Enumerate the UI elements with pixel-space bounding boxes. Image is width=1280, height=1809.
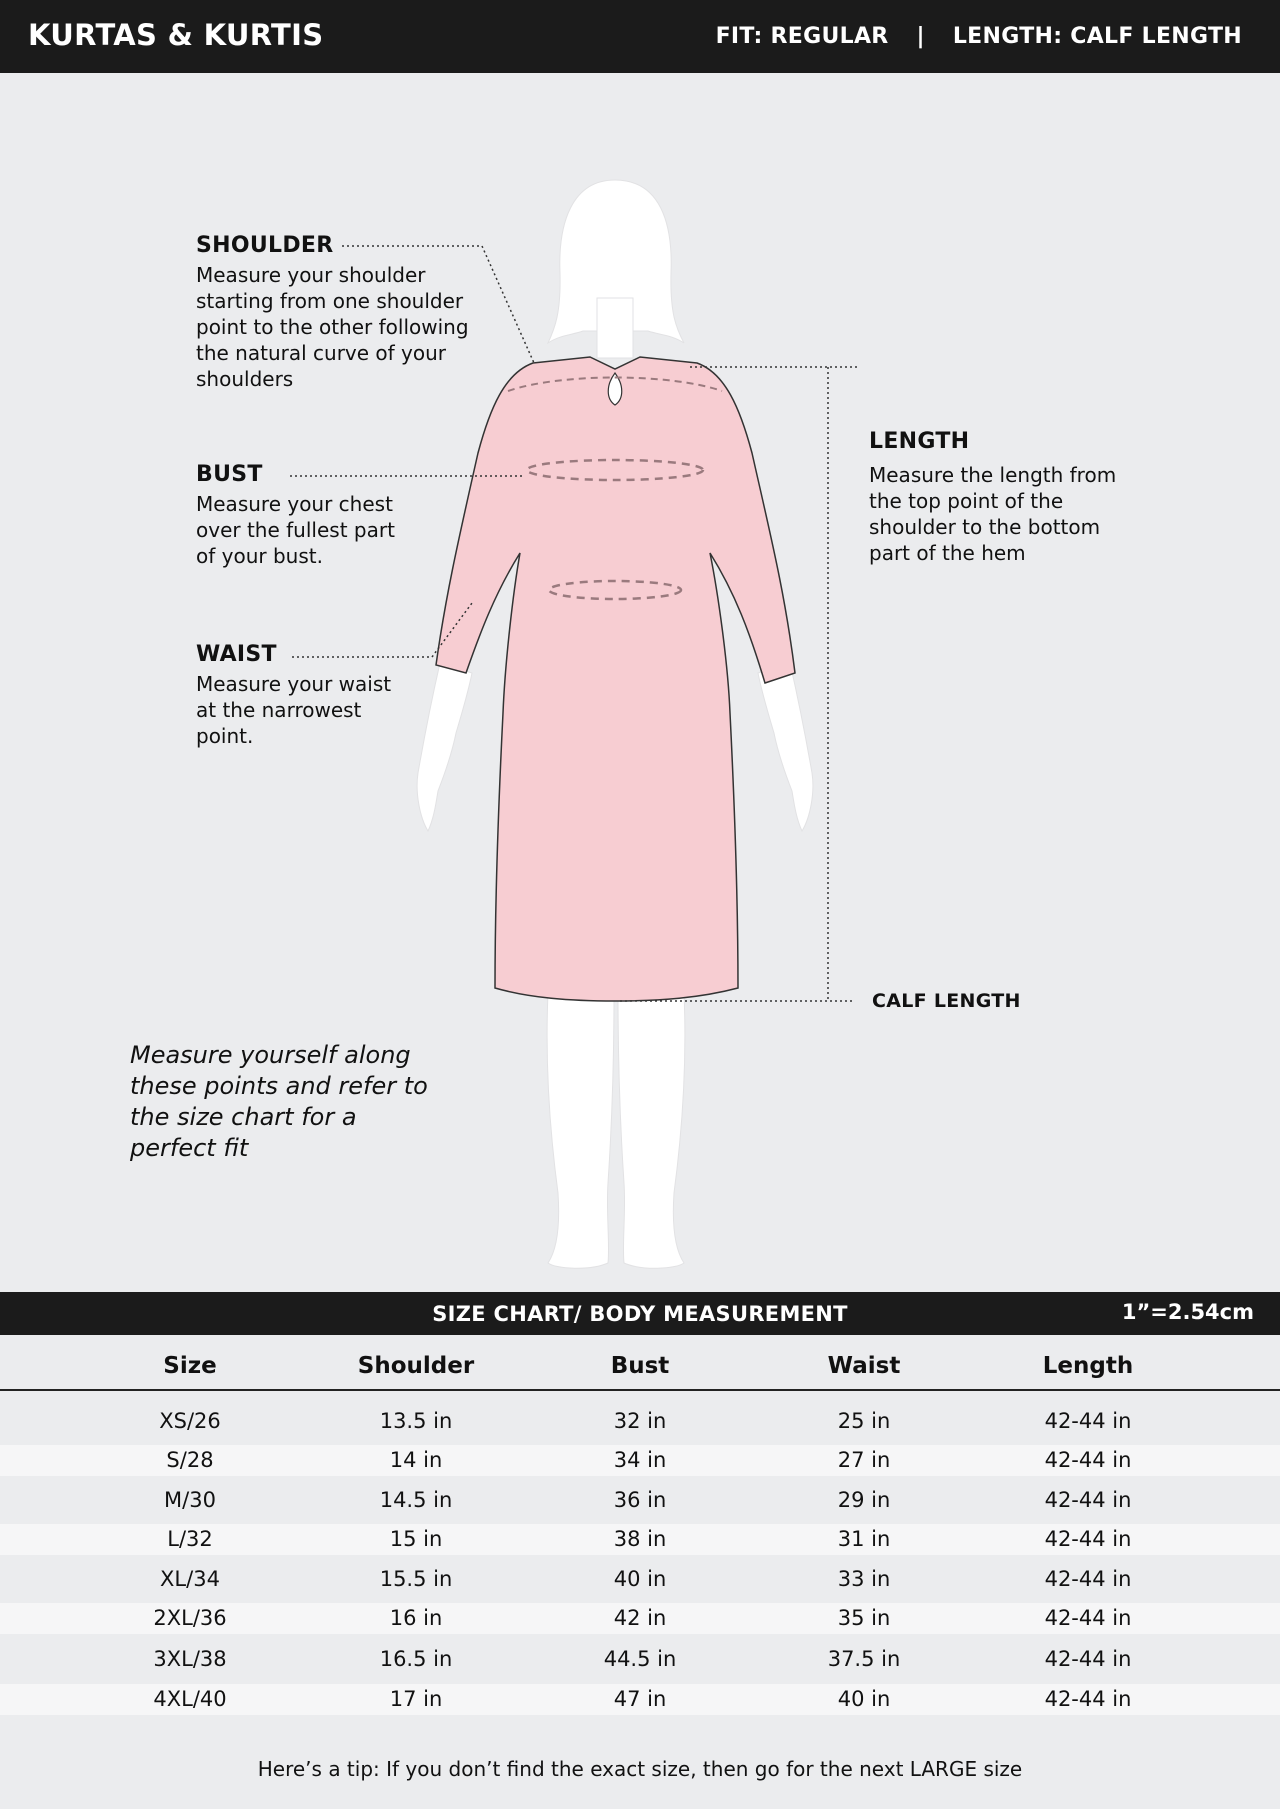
table-header-divider	[0, 1389, 1280, 1391]
calf-length-label: CALF LENGTH	[872, 990, 1021, 1012]
shoulder-cell: 14 in	[389, 1448, 443, 1472]
column-header-waist: Waist	[827, 1353, 901, 1379]
size-chart-title: SIZE CHART/ BODY MEASUREMENT	[432, 1302, 848, 1326]
left-leg	[547, 993, 614, 1268]
shoulder-cell: 14.5 in	[379, 1488, 453, 1512]
left-arm	[417, 663, 472, 831]
measure-note: Measure yourself along these points and refer to the size chart for a perfect fit	[130, 1041, 428, 1162]
shoulder-callout	[196, 233, 486, 392]
size-cell: M/30	[164, 1488, 216, 1512]
bust-callout	[196, 462, 416, 569]
size-chart-header	[0, 1292, 1280, 1335]
kurta-dress	[436, 357, 795, 1001]
table-row	[0, 1406, 1280, 1437]
size-cell: XL/34	[160, 1567, 220, 1591]
bust-cell: 34 in	[613, 1448, 667, 1472]
header-bar	[0, 0, 1280, 73]
right-leg	[618, 993, 685, 1268]
header-separator: |	[916, 24, 925, 49]
length-cell: 42-44 in	[1044, 1488, 1132, 1512]
shoulder-title: SHOULDER	[196, 233, 334, 258]
length-cell: 42-44 in	[1044, 1527, 1132, 1551]
waist-cell: 33 in	[837, 1567, 891, 1591]
waist-title: WAIST	[196, 642, 277, 667]
bust-cell: 47 in	[613, 1687, 667, 1711]
table-row	[0, 1684, 1280, 1715]
length-description: Measure the length from the top point of the shoulder to the bottom part of the hem	[869, 463, 1117, 565]
shoulder-description: Measure your shoulder starting from one shoulder point to the other following the natural curve of your shoulders	[196, 263, 469, 391]
length-cell: 42-44 in	[1044, 1567, 1132, 1591]
shoulder-cell: 15 in	[389, 1527, 443, 1551]
waist-callout	[196, 642, 416, 749]
size-tip: Here’s a tip: If you don’t find the exact size, then go for the next LARGE size	[257, 1757, 1023, 1781]
table-header-row	[0, 1335, 1280, 1391]
length-cell: 42-44 in	[1044, 1687, 1132, 1711]
table-row	[0, 1485, 1280, 1516]
table-row	[0, 1603, 1280, 1634]
shoulder-cell: 17 in	[389, 1687, 443, 1711]
waist-cell: 37.5 in	[827, 1647, 901, 1671]
table-row	[0, 1445, 1280, 1476]
length-title: LENGTH	[869, 429, 970, 454]
size-cell: 2XL/36	[153, 1606, 227, 1630]
bust-cell: 40 in	[613, 1567, 667, 1591]
length-label: LENGTH: CALF LENGTH	[952, 24, 1242, 49]
waist-cell: 31 in	[837, 1527, 891, 1551]
fit-length-info	[716, 24, 1242, 49]
size-cell: 3XL/38	[153, 1647, 227, 1671]
length-callout	[869, 429, 1139, 566]
waist-cell: 40 in	[837, 1687, 891, 1711]
shoulder-cell: 16.5 in	[379, 1647, 453, 1671]
column-header-shoulder: Shoulder	[357, 1353, 475, 1379]
length-cell: 42-44 in	[1044, 1606, 1132, 1630]
table-row	[0, 1644, 1280, 1675]
shoulder-cell: 15.5 in	[379, 1567, 453, 1591]
neck	[597, 298, 633, 358]
right-arm	[758, 663, 813, 831]
shoulder-cell: 16 in	[389, 1606, 443, 1630]
bust-description: Measure your chest over the fullest part of your bust.	[196, 492, 395, 568]
size-cell: 4XL/40	[153, 1687, 227, 1711]
table-row	[0, 1524, 1280, 1555]
length-cell: 42-44 in	[1044, 1448, 1132, 1472]
size-cell: L/32	[167, 1527, 213, 1551]
unit-conversion: 1”=2.54cm	[1121, 1300, 1254, 1324]
length-cell: 42-44 in	[1044, 1647, 1132, 1671]
waist-cell: 25 in	[837, 1409, 891, 1433]
bust-title: BUST	[196, 462, 263, 487]
size-cell: S/28	[166, 1448, 214, 1472]
waist-description: Measure your waist at the narrowest point.	[196, 672, 392, 748]
column-header-bust: Bust	[610, 1353, 670, 1379]
shoulder-cell: 13.5 in	[379, 1409, 453, 1433]
size-table	[0, 1335, 1280, 1391]
bust-cell: 44.5 in	[603, 1647, 677, 1671]
length-cell: 42-44 in	[1044, 1409, 1132, 1433]
fit-label: FIT: REGULAR	[715, 24, 889, 49]
bust-cell: 32 in	[613, 1409, 667, 1433]
size-cell: XS/26	[159, 1409, 221, 1433]
table-row	[0, 1564, 1280, 1595]
bust-cell: 36 in	[613, 1488, 667, 1512]
bust-cell: 42 in	[613, 1606, 667, 1630]
category-title: KURTAS & KURTIS	[28, 18, 324, 52]
column-header-length: Length	[1042, 1353, 1134, 1379]
waist-cell: 27 in	[837, 1448, 891, 1472]
bust-cell: 38 in	[613, 1527, 667, 1551]
column-header-size: Size	[163, 1353, 217, 1379]
waist-cell: 29 in	[837, 1488, 891, 1512]
waist-cell: 35 in	[837, 1606, 891, 1630]
